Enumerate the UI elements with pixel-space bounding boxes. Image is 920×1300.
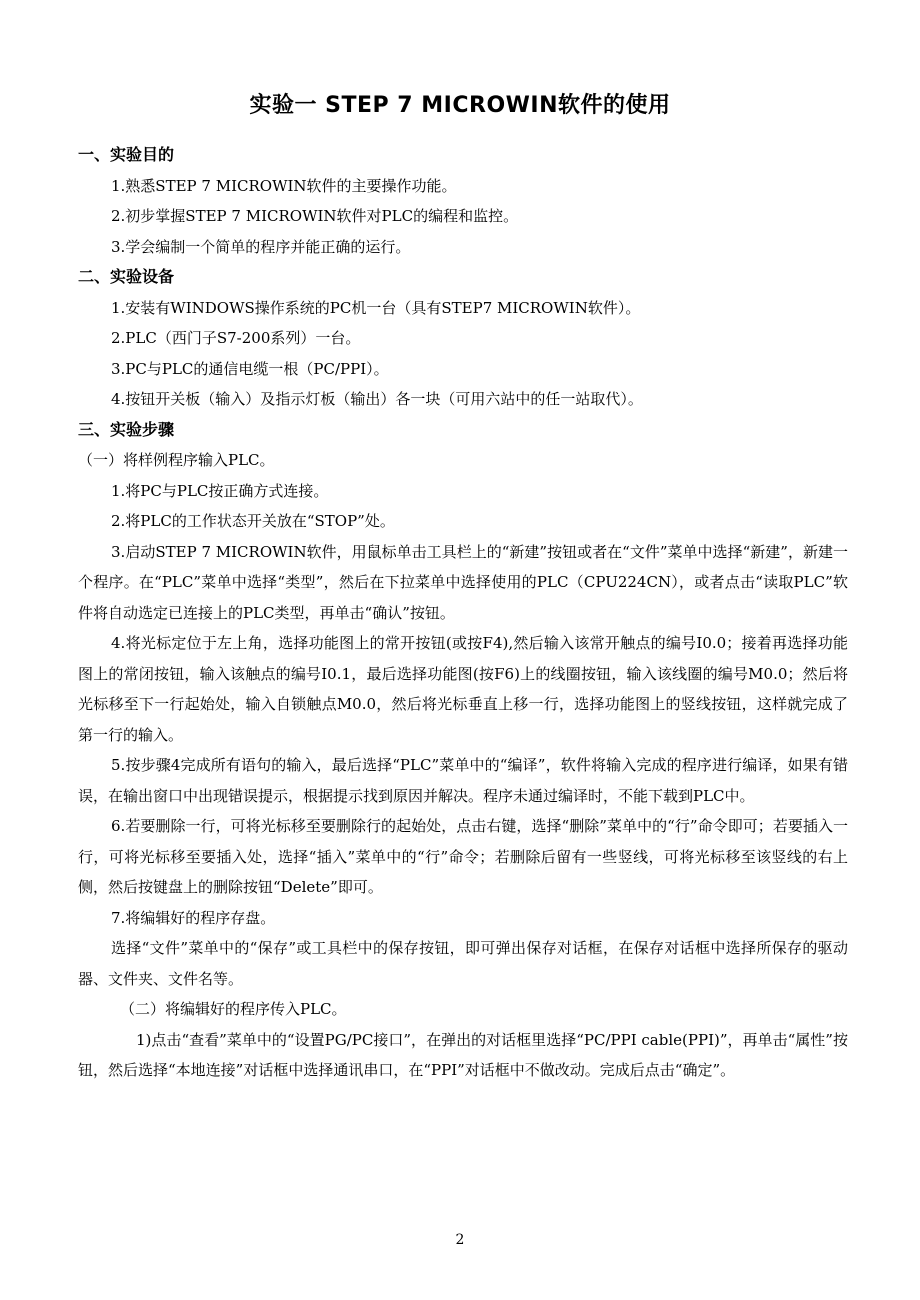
step-item: 5.按步骤4完成所有语句的输入，最后选择“PLC”菜单中的“编译”，软件将输入完成的程序进行编译，如果有错误，在输出窗口中出现错误提示，根据提示找到原因并解决。程序未通过编译时，不能下载到PLC中。 xyxy=(78,756,848,805)
steps-part1-heading: （一）将样例程序输入PLC。 xyxy=(78,451,275,469)
step-item: 选择“文件”菜单中的“保存”或工具栏中的保存按钮，即可弹出保存对话框，在保存对话框中选择所保存的驱动器、文件夹、文件名等。 xyxy=(78,939,848,988)
section-heading-steps: 三、实验步骤 xyxy=(78,419,175,439)
step-part2-item: 1)点击“查看”菜单中的“设置PG/PC接口”，在弹出的对话框里选择“PC/PPI cable(PPI)”，再单击“属性”按钮，然后选择“本地连接”对话框中选择通讯串口，在“PPI”对话框中不做改动。完成后点击“确定”。 xyxy=(78,1030,848,1079)
section-heading-equipment: 二、实验设备 xyxy=(78,267,175,286)
step-item: 1.将PC与PLC按正确方式连接。 xyxy=(111,481,329,500)
equipment-item: 2.PLC（西门子S7-200系列）一台。 xyxy=(111,329,361,347)
equipment-item: 4.按钮开关板（输入）及指示灯板（输出）各一块（可用六站中的任一站取代）。 xyxy=(111,390,643,408)
step-item: 6.若要删除一行，可将光标移至要删除行的起始处，点击右键，选择“删除”菜单中的“行”命令即可；若要插入一行，可将光标移至要插入处，选择“插入”菜单中的“行”命令；若删除后留有一些竖线，可将光标移至该竖线的右上侧，然后按键盘上的删除按钮“Delete”即可。 xyxy=(78,817,848,896)
purpose-item: 1.熟悉STEP 7 MICROWIN软件的主要操作功能。 xyxy=(111,176,457,195)
purpose-item: 3.学会编制一个简单的程序并能正确的运行。 xyxy=(111,237,411,256)
equipment-item: 1.安装有WINDOWS操作系统的PC机一台（具有STEP7 MICROWIN软件）。 xyxy=(111,298,641,317)
step-item: 2.将PLC的工作状态开关放在“STOP”处。 xyxy=(111,512,395,530)
purpose-item: 2.初步掌握STEP 7 MICROWIN软件对PLC的编程和监控。 xyxy=(111,207,519,225)
page-number: 2 xyxy=(455,1232,465,1248)
step-item: 3.启动STEP 7 MICROWIN软件，用鼠标单击工具栏上的“新建”按钮或者在“文件”菜单中选择“新建”，新建一个程序。在“PLC”菜单中选择“类型”，然后在下拉菜单中选择使用的PLC（CPU224CN），或者点击“读取PLC”软件将自动选定已连接上的PLC类型，再单击“确认”按钮。 xyxy=(78,542,848,622)
section-heading-purpose: 一、实验目的 xyxy=(78,145,175,164)
steps-part2-heading: （二）将编辑好的程序传入PLC。 xyxy=(120,1000,347,1018)
step-item: 7.将编辑好的程序存盘。 xyxy=(111,908,276,927)
document-body xyxy=(78,140,848,1086)
equipment-item: 3.PC与PLC的通信电缆一根（PC/PPI）。 xyxy=(111,359,389,378)
page-title: 实验一 STEP 7 MICROWIN软件的使用 xyxy=(249,93,671,118)
step-item: 4.将光标定位于左上角，选择功能图上的常开按钮(或按F4),然后输入该常开触点的编号I0.0；接着再选择功能图上的常闭按钮，输入该触点的编号I0.1，最后选择功能图(按F6)上的线圈按钮，输入该线圈的编号M0.0；然后将光标移至下一行起始处，输入自锁触点M0.0，然后将光标垂直上移一行，选择功能图上的竖线按钮，这样就完成了第一行的输入。 xyxy=(78,634,848,744)
